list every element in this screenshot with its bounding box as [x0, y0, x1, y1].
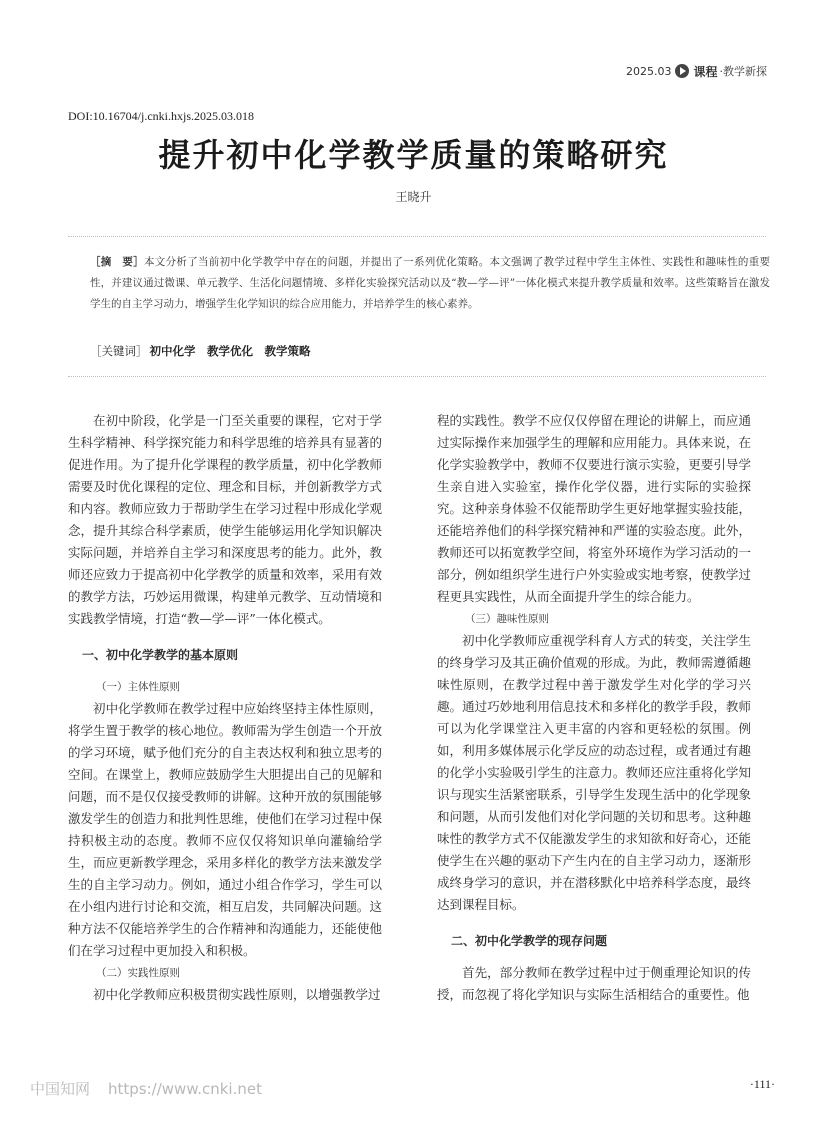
issue-label: 2025.03	[625, 64, 672, 78]
right-column	[437, 410, 751, 1006]
subsection-heading-2: （二）实践性原则	[96, 967, 180, 979]
paper-title: 提升初中化学教学质量的策略研究	[158, 136, 669, 174]
abstract-label: ［摘 要］	[90, 256, 144, 268]
play-icon	[675, 64, 689, 78]
keywords	[90, 343, 311, 359]
subsection-paragraph-1: 初中化学教师在教学过程中应始终坚持主体性原则，将学生置于教学的核心地位。教师需为学生创造一个开放的学习环境，赋予他们充分的自主表达权利和独立思考的空间。在课堂上，教师应鼓励学生大胆提出自己的见解和问题，而不是仅仅接受教师的讲解。这种开放的氛围能够激发学生的创造力和批判性思维，使他们在学习过程中保持积极主动的态度。教师不应仅仅将知识单向灌输给学生，而应更新教学理念，采用多样化的教学方法来激发学生的自主学习动力。例如，通过小组合作学习，学生可以在小组内进行讨论和交流，相互启发，共同解决问题。这种方法不仅能培养学生的合作精神和沟通能力，还能使他们在学习过程中更加投入和积极。	[68, 701, 382, 958]
doi[interactable]: DOI:10.16704/j.cnki.hxjs.2025.03.018	[68, 109, 254, 123]
cnki-logo-text: 中国知网	[30, 1080, 91, 1098]
footer-watermark	[30, 1078, 262, 1099]
intro-paragraph: 在初中阶段，化学是一门至关重要的课程，它对于学生科学精神、科学探究能力和科学思维的培养具有显著的促进作用。为了提升化学课程的教学质量，初中化学教师需要及时优化课程的定位、理念和目标，并创新教学方式和内容。教师应致力于帮助学生在学习过程中形成化学观念，提升其综合科学素质，使学生能够运用化学知识解决实际问题，并培养自主学习和深度思考的能力。此外，教师还应致力于提高初中化学教学的质量和效率，采用有效的教学方法，巧妙运用微课，构建单元教学、互动情境和实践教学情境，打造“教—学—评”一体化模式。	[68, 413, 382, 626]
left-column	[68, 410, 382, 1006]
section-heading-2: 二、初中化学教学的现存问题	[451, 934, 608, 948]
subsection-heading-3: （三）趣味性原则	[465, 613, 549, 625]
cnki-url[interactable]: https://www.cnki.net	[108, 1080, 262, 1098]
section-paragraph-2: 首先，部分教师在教学过程中过于侧重理论知识的传授，而忽视了将化学知识与实际生活相结合的重要性。他	[437, 965, 751, 1002]
divider-bottom	[68, 376, 766, 377]
divider-top	[68, 236, 766, 237]
continued-paragraph: 程的实践性。教学不应仅仅停留在理论的讲解上，而应通过实际操作来加强学生的理解和应用能力。具体来说，在化学实验教学中，教师不仅要进行演示实验，更要引导学生亲自进入实验室，操作化学仪器，进行实际的实验探究。这种亲身体验不仅能帮助学生更好地掌握实验技能，还能培养他们的科学探究精神和严谨的实验态度。此外，教师还可以拓宽教学空间，将室外环境作为学习活动的一部分，例如组织学生进行户外实验或实地考察，使教学过程更具实践性，从而全面提升学生的综合能力。	[437, 413, 751, 604]
author: 王晓升	[395, 190, 432, 204]
column-label: 课程	[693, 64, 718, 79]
subsection-paragraph-2: 初中化学教师应积极贯彻实践性原则，以增强教学过	[93, 987, 381, 1002]
page-number: ·111·	[749, 1077, 775, 1091]
abstract-text: 本文分析了当前初中化学教学中存在的问题，并提出了一系列优化策略。本文强调了教学过程中学生主体性、实践性和趣味性的重要性，并建议通过微课、单元教学、生活化问题情境、多样化实验探究活动以及“教—学—评”一体化模式来提升教学质量和效率。这些策略旨在激发学生的自主学习动力，增强学生化学知识的综合应用能力，并培养学生的核心素养。	[90, 256, 771, 310]
abstract	[90, 252, 770, 315]
section-heading-1: 一、初中化学教学的基本原则	[82, 648, 239, 662]
running-header	[626, 62, 767, 80]
subsection-paragraph-3: 初中化学教师应重视学科育人方式的转变，关注学生的终身学习及其正确价值观的形成。为此，教师需遵循趣味性原则，在教学过程中善于激发学生对化学的学习兴趣。通过巧妙地利用信息技术和多样化的教学手段，教师可以为化学课堂注入更丰富的内容和更轻松的氛围。例如，利用多媒体展示化学反应的动态过程，或者通过有趣的化学小实验吸引学生的注意力。教师还应注重将化学知识与现实生活紧密联系，引导学生发现生活中的化学现象和问题，从而引发他们对化学问题的关切和思考。这种趣味性的教学方式不仅能激发学生的求知欲和好奇心，还能使学生在兴趣的驱动下产生内在的自主学习动力，逐渐形成终身学习的意识，并在潜移默化中培养科学态度，最终达到课程目标。	[437, 633, 751, 912]
keywords-text: 初中化学 教学优化 教学策略	[149, 344, 311, 358]
keywords-label: ［关键词］	[90, 344, 148, 358]
subsection-heading-1: （一）主体性原则	[96, 681, 180, 693]
subcolumn-label: ·教学新探	[719, 65, 767, 78]
